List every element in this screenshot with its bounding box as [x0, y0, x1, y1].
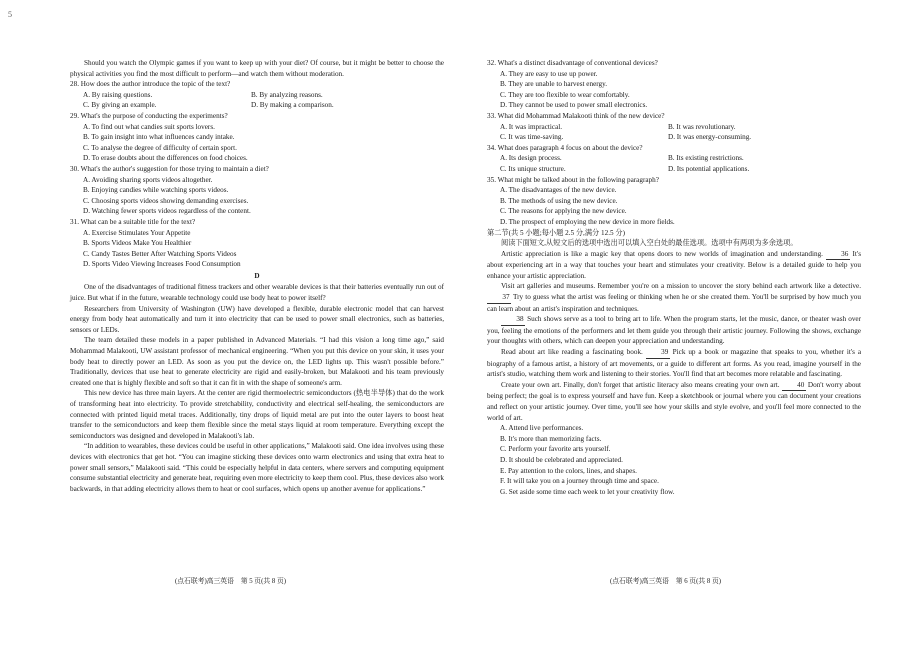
answer-option: C. By giving an example.	[83, 101, 157, 110]
cloze-text: Try to guess what the artist was feeling or thinking when he or she created them. You'll be surprised by how much you can learn about an artist's inspiration and techniques.	[487, 293, 861, 313]
question-stem: 29. What's the purpose of conducting the experiments?	[70, 111, 228, 120]
left-column	[70, 58, 444, 494]
cloze-text: Visit art galleries and museums. Remember you're on a mission to uncover the story behind each artwork like a detective.	[501, 282, 861, 291]
passage-d-paragraph: Researchers from University of Washington (UW) have developed a flexible, durable electronic model that can harvest energy from body heat automatically and turn it into electricity that can be used to power small electronics, such as batteries, sensors or LEDs.	[70, 304, 444, 334]
answer-option: D. By making a comparison.	[251, 101, 334, 110]
cloze-option: B. It's more than memorizing facts.	[500, 434, 602, 443]
answer-option: B. Its existing restrictions.	[668, 154, 744, 163]
answer-option: C. The reasons for applying the new device.	[500, 207, 627, 216]
answer-option: D. To erase doubts about the differences on food choices.	[83, 154, 248, 163]
cloze-paragraph	[487, 249, 861, 282]
answer-option: A. Exercise Stimulates Your Appetite	[83, 228, 191, 237]
cloze-option: A. Attend live performances.	[500, 424, 584, 433]
section-letter-d: D	[254, 271, 260, 280]
section-two-heading: 第二节(共 5 小题;每小题 2.5 分,满分 12.5 分)	[487, 228, 625, 237]
cloze-text: Artistic appreciation is like a magic key that opens doors to new worlds of imagination and understanding.	[501, 249, 823, 258]
answer-option: B. Sports Videos Make You Healthier	[83, 239, 192, 248]
option-row	[70, 90, 444, 101]
cloze-text: Pick up a book or magazine that speaks to you, whether it's a biography of a famous artist, a history of art movements, or a guide to different art forms. As you read, imagine yourself in the artist's studio, watching them work and listening to their stories. You'll find that art becomes more relatable and fascinating.	[487, 348, 862, 379]
option-row	[487, 153, 861, 164]
cloze-option: E. Pay attention to the colors, lines, and shapes.	[500, 466, 637, 475]
answer-option: D. Watching fewer sports videos regardless of the content.	[83, 207, 251, 216]
answer-option: B. They are unable to harvest energy.	[500, 80, 608, 89]
cloze-blank: 36	[826, 249, 850, 261]
passage-c-final-paragraph: Should you watch the Olympic games if you want to keep up with your diet? Of course, but it might be better to choose the physical activities you find the most difficult to perform—and watch them without moderation.	[70, 59, 444, 78]
answer-option: B. Enjoying candies while watching sports videos.	[83, 186, 229, 195]
passage-d-paragraph: This new device has three main layers. At the center are rigid thermoelectric semiconductors (热电半导体) that do the work of transforming heat into electricity. To provide stretchability, conductivity and electrical self-healing, the semiconductors are connected with printed liquid metal traces. Additionally, tiny drops of liquid metal are put into the outer layers to boost heat transfer to the semiconductors and keep them flexible since the metal stays liquid at room temperature. Everything except the semiconductors was designed and developed in Malakooti's lab.	[70, 389, 444, 440]
question-stem: 35. What might be talked about in the following paragraph?	[487, 175, 659, 184]
answer-option: B. The methods of using the new device.	[500, 196, 618, 205]
question-stem: 34. What does paragraph 4 focus on about the device?	[487, 143, 643, 152]
passage-d-paragraph: The team detailed these models in a paper published in Advanced Materials. “I had this vision a long time ago,” said Mohammad Malakooti, UW assistant professor of mechanical engineering. “When you put this device on your skin, it uses your body heat to directly power an LED. As soon as you put the device on, the LED lights up. This wasn't possible before.” Traditionally, devices that use heat to generate electricity are rigid and easily-broken, but Malakooti and his team previously created one that is highly flexible and soft so that it can fit in with the shape of someone's arm.	[70, 336, 444, 387]
answer-option: D. Its potential applications.	[668, 164, 750, 173]
answer-option: A. Avoiding sharing sports videos altogether.	[83, 175, 213, 184]
answer-option: C. It was time-saving.	[500, 133, 564, 142]
page-footer-right: (点石联考)高三英语 第 6 页(共 8 页)	[610, 578, 722, 585]
answer-option: A. To find out what candies suit sports lovers.	[83, 122, 215, 131]
cloze-passage	[487, 249, 861, 424]
answer-option: D. Sports Video Viewing Increases Food Consumption	[83, 260, 241, 269]
answer-option: C. Its unique structure.	[500, 164, 566, 173]
question-stem: 32. What's a distinct disadvantage of conventional devices?	[487, 59, 658, 67]
answer-option: B. To gain insight into what influences candy intake.	[83, 133, 235, 142]
cloze-paragraph	[487, 380, 861, 423]
answer-option: A. It was impractical.	[500, 122, 563, 131]
answer-option: A. Its design process.	[500, 154, 562, 163]
cloze-option-list	[487, 423, 861, 497]
option-row	[70, 100, 444, 111]
cloze-option: D. It should be celebrated and appreciated.	[500, 455, 623, 464]
cloze-text: Such shows serve as a tool to bring art to life. When the program starts, let the music, dance, or theater wash over you, feeling the emotions of the performers and let them guide you through their artistic journey. Following the shows, exchange your thoughts with others, which can deepen your appreciation and understanding.	[487, 315, 861, 346]
cloze-text: Create your own art. Finally, don't forget that artistic literacy also means creating your own art.	[501, 380, 780, 389]
cloze-blank: 37	[487, 292, 511, 304]
left-question-list	[70, 79, 444, 270]
cloze-blank: 39	[646, 347, 670, 359]
answer-option: C. To analyse the degree of difficulty of certain sport.	[83, 143, 237, 152]
answer-option: A. The disadvantages of the new device.	[500, 186, 617, 195]
cloze-option: F. It will take you on a journey through time and space.	[500, 477, 659, 486]
answer-option: D. They cannot be used to power small electronics.	[500, 101, 648, 110]
answer-option: D. The prospect of employing the new device in more fields.	[500, 217, 675, 226]
answer-option: C. Choosing sports videos showing demanding exercises.	[83, 196, 249, 205]
option-row	[487, 164, 861, 175]
cloze-paragraph	[487, 281, 861, 314]
question-stem: 30. What's the author's suggestion for those trying to maintain a diet?	[70, 164, 269, 173]
question-stem: 28. How does the author introduce the topic of the text?	[70, 80, 231, 89]
cloze-text: Read about art like reading a fascinating book.	[501, 348, 643, 357]
answer-option: D. It was energy-consuming.	[668, 133, 752, 142]
right-question-list	[487, 58, 861, 228]
cloze-paragraph	[487, 347, 861, 380]
question-stem: 31. What can be a suitable title for the text?	[70, 217, 196, 226]
question-stem: 33. What did Mohammad Malakooti think of the new device?	[487, 111, 665, 120]
cloze-option: C. Perform your favorite arts yourself.	[500, 445, 611, 454]
right-column	[487, 58, 861, 497]
section-two-instruction: 阅读下面短文,从短文后的选项中选出可以填入空白处的最佳选项。选项中有两项为多余选项。	[501, 239, 798, 248]
answer-option: B. By analyzing reasons.	[251, 90, 323, 99]
cloze-paragraph	[487, 314, 861, 347]
answer-option: B. It was revolutionary.	[668, 122, 736, 131]
cloze-blank: 38	[501, 314, 525, 326]
cloze-text: Don't worry about being perfect; the goal is to express yourself and have fun. Keep a sketchbook or journal where you can document your creations and reflect on your artistic journey. Over time, you'll see how your skills and style evolve, and you'll feel more connected to the world of art.	[487, 380, 862, 422]
answer-option: A. By raising questions.	[83, 90, 153, 99]
cloze-option: G. Set aside some time each week to let your creativity flow.	[500, 487, 675, 496]
answer-option: C. Candy Tastes Better After Watching Sports Videos	[83, 249, 237, 258]
answer-option: A. They are easy to use up power.	[500, 69, 598, 78]
option-row	[487, 122, 861, 133]
answer-option: C. They are too flexible to wear comfortably.	[500, 90, 630, 99]
cloze-text: It's about experiencing art in a way that touches your heart and stimulates your creativity. Below is a detailed guide to help you enhance your artistic appreciation.	[487, 249, 862, 280]
page-footer-left: (点石联考)高三英语 第 5 页(共 8 页)	[175, 578, 287, 585]
passage-d-paragraph: “In addition to wearables, these devices could be useful in other applications,” Malakooti said. One idea involves using these devices with electronics that get hot. “You can imagine sticking these devices onto warm electronics and using that extra heat to power small sensors,” Malakooti said. “This could be especially helpful in data centers, where servers and computing equipment consume substantial electricity and generate heat, requiring even more electricity to keep them cool. Plus, these devices also work backwards, in that adding electricity allows them to heat or cool surfaces, which opens up another avenue for applications.”	[70, 442, 444, 493]
passage-d	[70, 282, 444, 494]
page-edge-mark: 5	[8, 10, 12, 19]
cloze-blank: 40	[782, 380, 806, 392]
passage-d-paragraph: One of the disadvantages of traditional fitness trackers and other wearable devices is that their batteries eventually run out of juice. But what if in the future, wearable technology could use body heat to power itself?	[70, 283, 444, 303]
option-row	[487, 132, 861, 143]
